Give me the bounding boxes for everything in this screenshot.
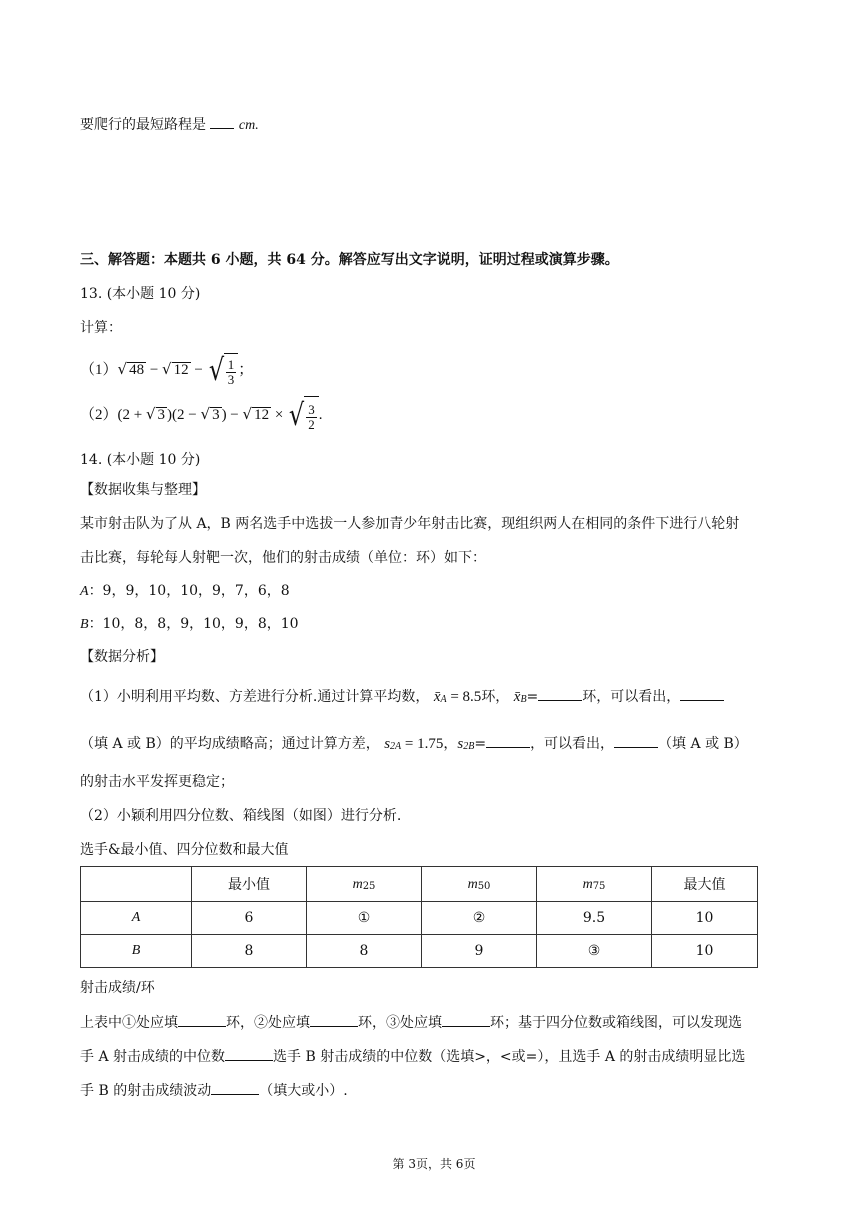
answer-blank	[538, 686, 582, 701]
chart-axis-label: 射击成绩/环	[80, 980, 155, 996]
sqrt-fraction-1-3: √ $\frac{1}{3}$	[207, 353, 239, 389]
table-cell: 8	[192, 935, 307, 968]
q13-number: 13. (本小题 10 分)	[80, 286, 201, 302]
answer-blank	[614, 733, 658, 748]
page-footer: 第 3页，共 6页	[392, 1157, 476, 1171]
stats-table	[80, 866, 758, 968]
answer-blank	[486, 733, 530, 748]
table-row	[81, 902, 758, 935]
answer-blank	[211, 1080, 259, 1095]
table-cell: 9.5	[537, 902, 652, 935]
q13-part1-label: （1）	[80, 362, 118, 378]
table-cell: 9	[422, 935, 537, 968]
table-caption: 选手&最小值、四分位数和最大值	[80, 842, 289, 858]
q14-q2-line: （2）小颖利用四分位数、箱线图（如图）进行分析.	[80, 808, 402, 824]
sqrt-symbol: √	[162, 360, 172, 378]
q14-a-scores: A：9，9，10，10，9，7，6，8	[80, 583, 290, 599]
section-heading: 三、解答题：本题共 6 小题，共 64 分。解答应写出文字说明，证明过程或演算步骤。	[80, 252, 619, 268]
q14-final-line3: 手 B 的射击成绩波动 （填大或小）.	[80, 1080, 348, 1101]
answer-blank	[442, 1012, 490, 1027]
table-header-row	[81, 867, 758, 902]
q13-part1: （1）√ 48 − √ 12 − √ $\frac{1}{3}$ ；	[80, 352, 254, 388]
table-cell: ③	[537, 935, 652, 968]
q14-q1-line3: 的射击水平发挥更稳定；	[80, 774, 234, 790]
q14-para1-line1: 某市射击队为了从 A，B 两名选手中选拔一人参加青少年射击比赛，现组织两人在相同的条件下进行八轮射	[80, 516, 740, 532]
q14-q1-line2: （填 A 或 B）的平均成绩略高；通过计算方差， $s^2A = 1.75$，$s^2B=$ ，可以看出， （填 A 或 B）	[80, 733, 748, 757]
q13-part2-label: （2）	[80, 407, 118, 423]
table-cell: B	[81, 935, 192, 968]
table-header-cell: m50	[422, 867, 537, 902]
answer-blank	[680, 686, 724, 701]
sqrt-fraction-3-2: √ $\frac{3}{2}$	[287, 396, 319, 436]
table-cell: ②	[422, 902, 537, 935]
table-header-cell: 最大值	[652, 867, 758, 902]
q14-number: 14. (本小题 10 分)	[80, 452, 201, 468]
q14-para1-line2: 击比赛，每轮每人射靶一次，他们的射击成绩（单位：环）如下：	[80, 550, 486, 566]
sqrt-symbol: √	[117, 360, 128, 378]
answer-blank	[310, 1012, 358, 1027]
answer-blank	[210, 114, 234, 129]
table-cell: 6	[192, 902, 307, 935]
sqrt-48: 48	[129, 362, 145, 378]
table-cell: A	[81, 902, 192, 935]
table-header-cell	[81, 867, 192, 902]
q14-section-analysis: 【数据分析】	[80, 649, 164, 665]
intro-line	[80, 114, 259, 136]
table-header-cell: 最小值	[192, 867, 307, 902]
q14-final-line1: 上表中①处应填 环，②处应填 环，③处应填 环；基于四分位数或箱线图，可以发现选	[80, 1012, 742, 1033]
intro-text: 要爬行的最短路程是	[80, 117, 206, 133]
table-row	[81, 935, 758, 968]
table-cell: 8	[307, 935, 422, 968]
table-header-cell: m75	[537, 867, 652, 902]
q14-final-line2: 手 A 射击成绩的中位数 选手 B 射击成绩的中位数（选填>，<或=），且选手 A 的射击成绩明显比选	[80, 1046, 745, 1067]
q13-part2: （2）(2 + √ 3 )(2 − √ 3 ) − √ 12 × √ $\frac{3}{2}$ .	[80, 395, 322, 433]
sqrt-12: 12	[173, 362, 189, 378]
table-header-cell: m25	[307, 867, 422, 902]
table-cell: 10	[652, 935, 758, 968]
answer-blank	[178, 1012, 226, 1027]
table-cell: ①	[307, 902, 422, 935]
q13-prompt: 计算：	[80, 320, 122, 336]
q14-b-scores: B：10，8，8，9，10，9，8，10	[80, 616, 299, 632]
table-cell: 10	[652, 902, 758, 935]
answer-blank	[225, 1046, 273, 1061]
intro-unit: cm.	[238, 118, 259, 133]
q14-q1-line1: （1）小明利用平均数、方差进行分析.通过计算平均数， x̄A = 8.5环， x̄B= 环，可以看出，	[80, 686, 724, 710]
q14-section-collect: 【数据收集与整理】	[80, 482, 206, 498]
